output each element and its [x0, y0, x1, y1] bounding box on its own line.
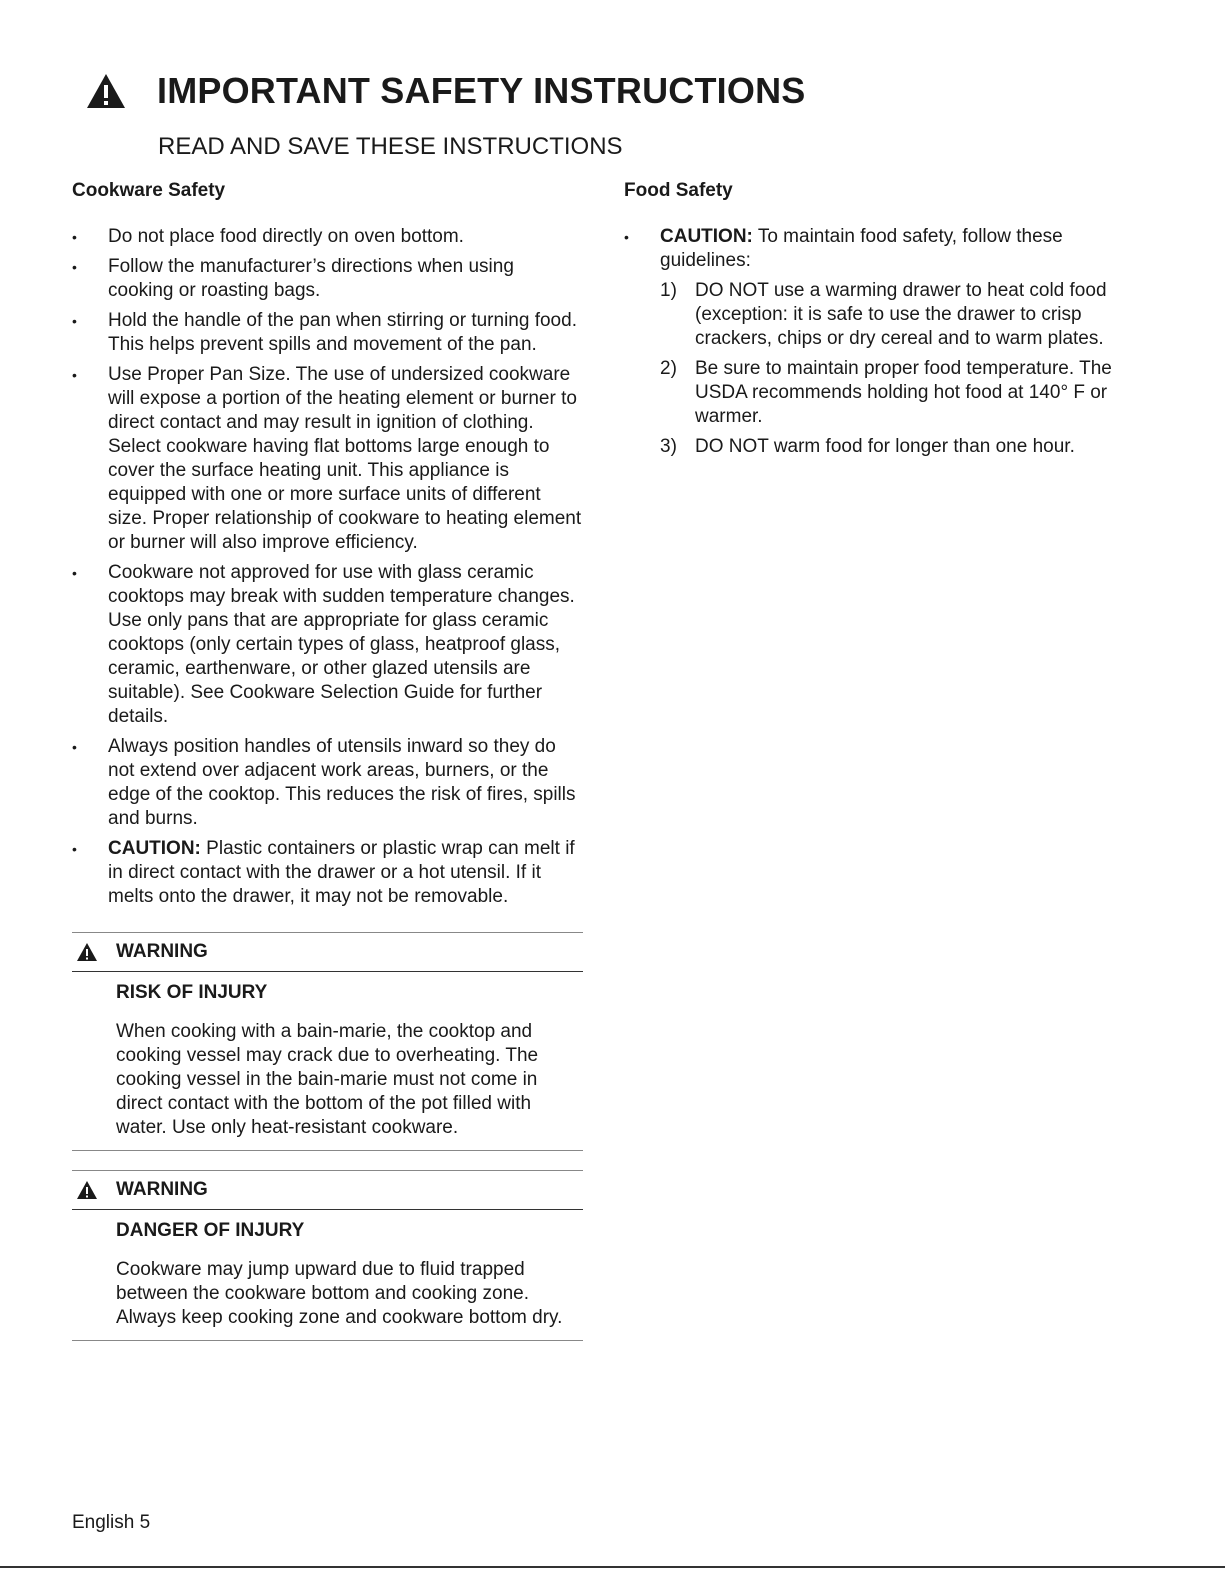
warning-triangle-icon [76, 942, 98, 962]
page-number: English 5 [72, 1512, 151, 1533]
bullet-icon: • [72, 367, 77, 383]
bullet-icon: • [72, 259, 77, 275]
warning-triangle-icon [76, 1180, 98, 1200]
bullet-icon: • [72, 229, 77, 245]
bullet-icon: • [72, 565, 77, 581]
page-header [85, 70, 805, 112]
warning-subheading: DANGER OF INJURY [116, 1220, 305, 1241]
list-item: • CAUTION: To maintain food safety, follow these guidelines: 1) DO NOT use a warming drawer to heat cold food (exception: it is safe to use the drawer to crisp crackers, chips or dry cereal and to warm plates. 2) Be sure to maintain proper food temperature. The USDA recommends holding hot food at 140° F or warmer. 3) DO NOT warm food for longer than one hour. [624, 225, 1134, 459]
list-item: • Follow the manufacturer’s directions when using cooking or roasting bags. [72, 256, 514, 301]
page-subtitle: READ AND SAVE THESE INSTRUCTIONS [158, 133, 623, 160]
section-heading: Cookware Safety [72, 180, 226, 201]
warning-body: Cookware may jump upward due to fluid trapped between the cookware bottom and cooking zone. Always keep cooking zone and cookware bottom dry. [116, 1259, 563, 1328]
food-safety-section [624, 180, 1134, 465]
numbered-item: 3) DO NOT warm food for longer than one hour. [660, 436, 1075, 457]
bullet-icon: • [72, 313, 77, 329]
warning-label: WARNING [116, 1179, 208, 1200]
warning-body: When cooking with a bain-marie, the cooktop and cooking vessel may crack due to overheating. The cooking vessel in the bain-marie must not come in direct contact with the bottom of the pot filled with water. Use only heat-resistant cookware. [116, 1021, 539, 1138]
numbered-item: 1) DO NOT use a warming drawer to heat cold food (exception: it is safe to use the drawer to crisp crackers, chips or dry cereal and to warm plates. [660, 280, 1107, 349]
list-item: • Use Proper Pan Size. The use of undersized cookware will expose a portion of the heating element or burner to direct contact and may result in ignition of clothing. Select cookware having flat bottoms large enough to cover the surface heating unit. This appliance is equipped with one or more surface units of different size. Proper relationship of cookware to heating element or burner will also improve efficiency. [72, 364, 582, 553]
food-safety-steps [624, 279, 1134, 459]
list-item: • CAUTION: Plastic containers or plastic wrap can melt if in direct contact with the drawer or a hot utensil. If it melts onto the drawer, it may not be removable. [72, 838, 575, 907]
numbered-item: 2) Be sure to maintain proper food temperature. The USDA recommends holding hot food at 140° F or warmer. [660, 358, 1112, 427]
bullet-icon: • [624, 229, 629, 245]
bullet-icon: • [72, 739, 77, 755]
page-bottom-rule [0, 1566, 1225, 1568]
list-item: • Hold the handle of the pan when stirring or turning food. This helps prevent spills and movement of the pan. [72, 310, 577, 355]
warning-subheading: RISK OF INJURY [116, 982, 268, 1003]
list-item: • Always position handles of utensils inward so they do not extend over adjacent work areas, burners, or the edge of the cooktop. This reduces the risk of fires, spills and burns. [72, 736, 576, 829]
list-item: • Cookware not approved for use with glass ceramic cooktops may break with sudden temperature changes. Use only pans that are appropriate for glass ceramic cooktops (only certain types of glass, heatproof glass, ceramic, earthenware, or other glazed utensils are suitable). See Cookware Selection Guide for further details. [72, 562, 575, 727]
list-item: • Do not place food directly on oven bottom. [72, 226, 464, 247]
warning-header [72, 1171, 583, 1210]
warning-header [72, 933, 583, 972]
cookware-safety-list [72, 225, 584, 909]
divider [72, 1150, 583, 1151]
warning-box-danger-of-injury [72, 1170, 583, 1341]
divider [72, 1340, 583, 1341]
bullet-icon: • [72, 841, 77, 857]
section-heading: Food Safety [624, 180, 733, 201]
page-title: IMPORTANT SAFETY INSTRUCTIONS [157, 70, 806, 111]
food-safety-list [624, 225, 1134, 459]
warning-box-risk-of-injury [72, 932, 583, 1151]
warning-label: WARNING [116, 941, 208, 962]
cookware-safety-section [72, 180, 584, 915]
warning-triangle-icon [85, 72, 127, 110]
